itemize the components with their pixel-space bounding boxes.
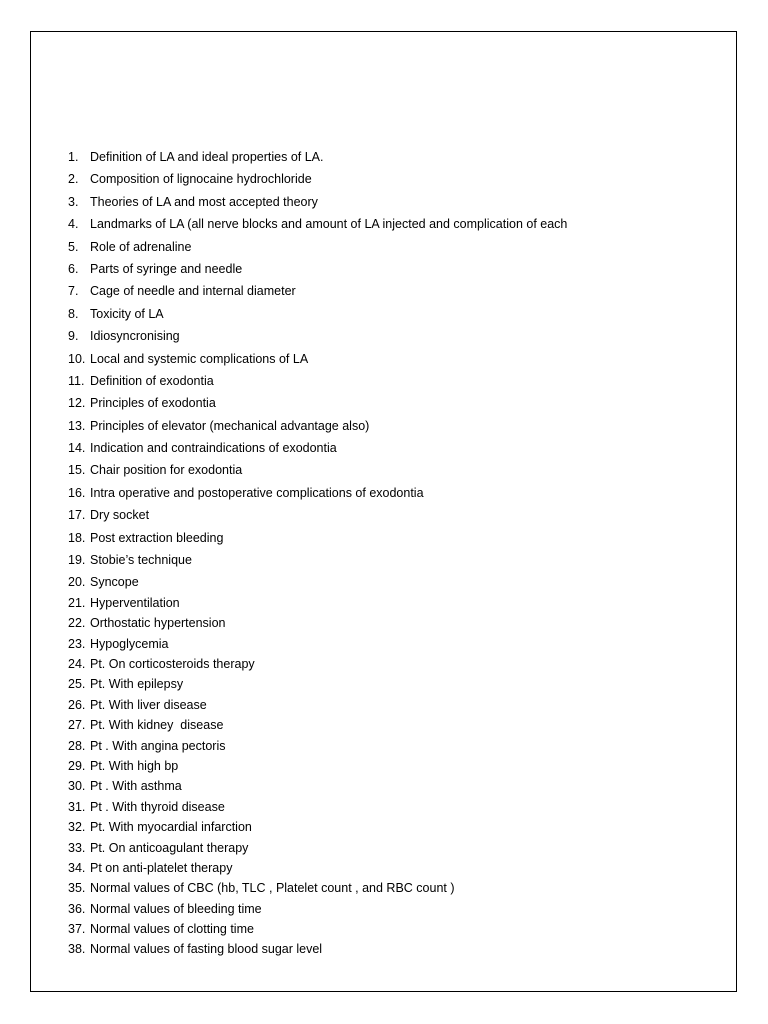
list-item-text: Syncope — [90, 575, 139, 590]
list-item-text: Pt. On corticosteroids therapy — [90, 656, 255, 671]
list-item-text: Role of adrenaline — [90, 239, 192, 254]
list-item-number: 27. — [68, 718, 86, 733]
list-item — [68, 462, 567, 484]
list-item — [68, 440, 567, 462]
list-item-number: 5. — [68, 239, 79, 254]
list-item-text: Pt . With angina pectoris — [90, 738, 226, 753]
list-item-text: Pt. With epilepsy — [90, 677, 184, 692]
list-item-number: 38. — [68, 942, 86, 957]
list-item — [68, 351, 567, 373]
list-item-number: 7. — [68, 284, 79, 299]
list-item-text: Principles of exodontia — [90, 396, 216, 411]
list-item-number: 20. — [68, 575, 86, 590]
list-item-text: Intra operative and postoperative complications of exodontia — [90, 485, 424, 500]
list-item — [68, 819, 567, 839]
list-item — [68, 485, 567, 507]
list-item-text: Pt. With liver disease — [90, 697, 207, 712]
list-item — [68, 840, 567, 860]
list-item-number: 2. — [68, 172, 79, 187]
list-item-number: 15. — [68, 463, 86, 478]
list-item-text: Local and systemic complications of LA — [90, 351, 309, 366]
list-item-number: 16. — [68, 485, 86, 500]
list-item-number: 23. — [68, 636, 86, 651]
list-item — [68, 595, 567, 615]
list-item-number: 34. — [68, 860, 86, 875]
list-item-text: Pt on anti-platelet therapy — [90, 860, 233, 875]
list-item-text: Principles of elevator (mechanical advantage also) — [90, 418, 370, 433]
document-page — [30, 31, 737, 992]
list-item-number: 19. — [68, 553, 86, 568]
list-item-number: 11. — [68, 373, 85, 388]
list-item — [68, 507, 567, 529]
list-item-number: 35. — [68, 881, 86, 896]
list-item-number: 8. — [68, 306, 79, 321]
list-item-text: Post extraction bleeding — [90, 530, 224, 545]
list-item-text: Toxicity of LA — [90, 306, 164, 321]
list-item — [68, 395, 567, 417]
list-item-text: Hypoglycemia — [90, 636, 169, 651]
list-item — [68, 283, 567, 305]
list-item — [68, 615, 567, 635]
list-item — [68, 328, 567, 350]
list-item-text: Chair position for exodontia — [90, 463, 243, 478]
list-item — [68, 676, 567, 696]
list-item-text: Dry socket — [90, 508, 150, 523]
list-item — [68, 194, 567, 216]
list-item — [68, 758, 567, 778]
list-item — [68, 306, 567, 328]
list-item-number: 1. — [68, 150, 79, 164]
list-item-number: 17. — [68, 508, 86, 523]
list-item-number: 10. — [68, 351, 86, 366]
list-item-text: Definition of exodontia — [90, 373, 214, 388]
list-item-text: Pt . With thyroid disease — [90, 799, 225, 814]
list-item-number: 25. — [68, 677, 86, 692]
list-item — [68, 149, 567, 171]
list-item-text: Normal values of bleeding time — [90, 901, 262, 916]
topic-list — [68, 149, 567, 962]
list-item — [68, 901, 567, 921]
list-item-text: Stobie’s technique — [90, 553, 192, 568]
list-item — [68, 941, 567, 961]
list-item-number: 28. — [68, 738, 86, 753]
list-item-text: Normal values of fasting blood sugar level — [90, 942, 323, 957]
list-item — [68, 171, 567, 193]
list-item-text: Parts of syringe and needle — [90, 261, 243, 276]
list-item-text: Idiosyncronising — [90, 329, 180, 344]
list-item-text: Pt . With asthma — [90, 779, 182, 794]
list-item-text: Indication and contraindications of exodontia — [90, 441, 337, 456]
list-item — [68, 656, 567, 676]
list-item-text: Pt. With high bp — [90, 758, 179, 773]
list-item-number: 9. — [68, 329, 79, 344]
list-item — [68, 778, 567, 798]
list-item — [68, 373, 567, 395]
list-item-text: Pt. With kidney disease — [90, 718, 224, 733]
list-item — [68, 261, 567, 283]
list-item-text: Definition of LA and ideal properties of LA. — [90, 150, 324, 164]
list-item — [68, 697, 567, 717]
list-item — [68, 636, 567, 656]
list-item-number: 32. — [68, 820, 86, 835]
list-item-text: Normal values of clotting time — [90, 922, 254, 937]
list-item-number: 3. — [68, 194, 79, 209]
list-item-text: Orthostatic hypertension — [90, 616, 226, 631]
list-item — [68, 880, 567, 900]
list-item-text: Composition of lignocaine hydrochloride — [90, 172, 312, 187]
list-item-number: 22. — [68, 616, 86, 631]
list-item — [68, 738, 567, 758]
list-item-number: 12. — [68, 396, 86, 411]
list-item-number: 21. — [68, 595, 86, 610]
list-item — [68, 552, 567, 574]
list-item-number: 13. — [68, 418, 86, 433]
list-item-number: 24. — [68, 656, 86, 671]
list-item-number: 4. — [68, 217, 79, 232]
list-item — [68, 574, 567, 594]
list-item-number: 36. — [68, 901, 86, 916]
list-item — [68, 717, 567, 737]
list-item-text: Pt. On anticoagulant therapy — [90, 840, 249, 855]
list-item-number: 6. — [68, 261, 79, 276]
list-item-number: 29. — [68, 758, 86, 773]
list-item-number: 14. — [68, 441, 86, 456]
list-item-text: Pt. With myocardial infarction — [90, 820, 252, 835]
list-item-number: 26. — [68, 697, 86, 712]
list-item — [68, 239, 567, 261]
list-item-number: 37. — [68, 922, 86, 937]
list-item-text: Normal values of CBC (hb, TLC , Platelet count , and RBC count ) — [90, 881, 455, 896]
list-item — [68, 418, 567, 440]
list-item-number: 30. — [68, 779, 86, 794]
list-item-number: 31. — [68, 799, 86, 814]
list-item — [68, 530, 567, 552]
list-item-text: Landmarks of LA (all nerve blocks and amount of LA injected and complication of each — [90, 217, 568, 232]
list-item-text: Hyperventilation — [90, 595, 180, 610]
list-item — [68, 921, 567, 941]
list-item-number: 18. — [68, 530, 86, 545]
list-item-text: Theories of LA and most accepted theory — [90, 194, 318, 209]
list-item — [68, 216, 567, 238]
list-item — [68, 860, 567, 880]
list-item-number: 33. — [68, 840, 86, 855]
list-item-text: Cage of needle and internal diameter — [90, 284, 296, 299]
list-item — [68, 799, 567, 819]
